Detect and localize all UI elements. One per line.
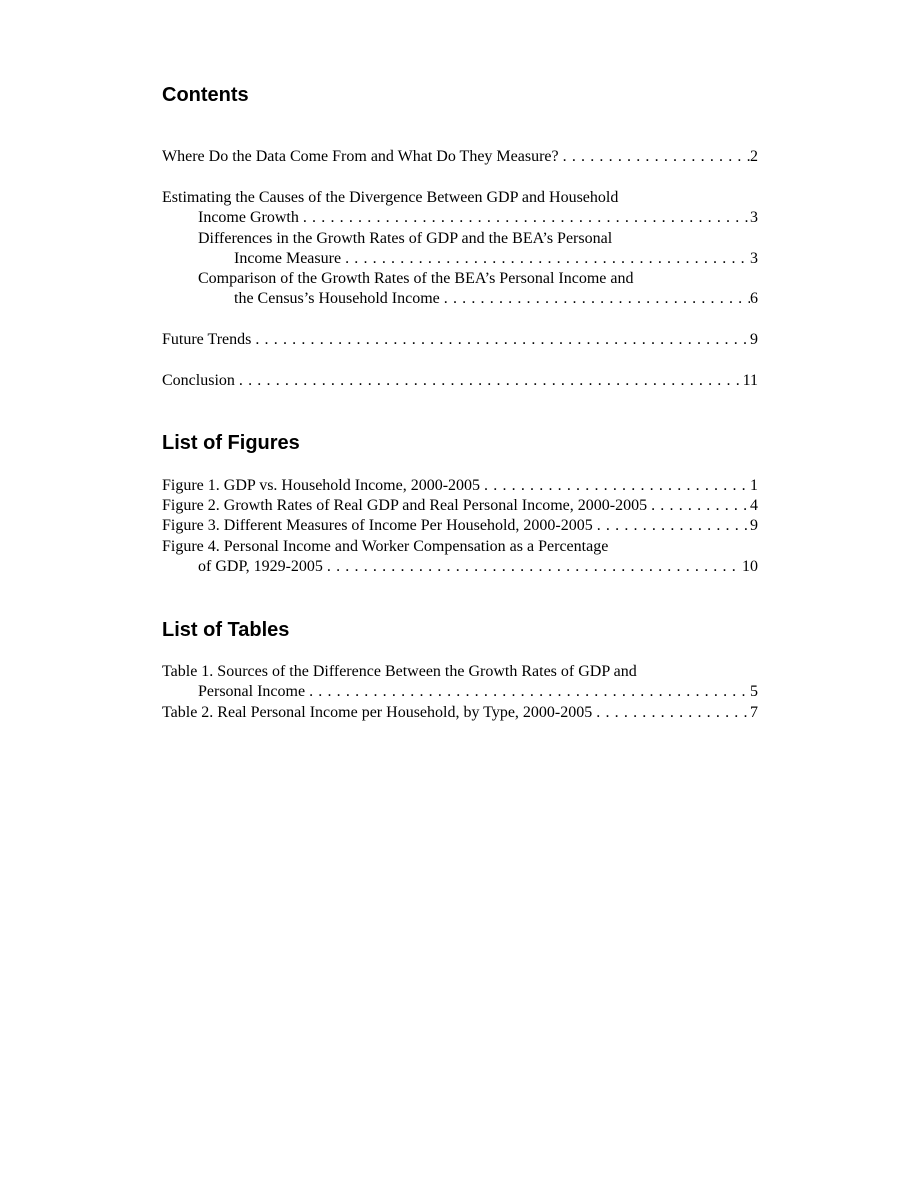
table-entry-1[interactable] xyxy=(198,682,758,702)
dot-leader xyxy=(305,682,750,702)
dot-leader xyxy=(647,496,750,516)
toc-page-number: 3 xyxy=(750,250,758,267)
toc-page-number: 9 xyxy=(750,331,758,348)
toc-entry-estimating-causes[interactable] xyxy=(198,208,758,228)
figure-page-number: 9 xyxy=(750,517,758,534)
list-of-figures-heading: List of Figures xyxy=(162,432,300,454)
toc-entry-title: Future Trends xyxy=(162,331,252,348)
figure-entry-title-line: Figure 4. Personal Income and Worker Compensation as a Percentage xyxy=(162,538,609,555)
table-page-number: 7 xyxy=(750,704,758,721)
figure-entry-3[interactable] xyxy=(162,516,758,536)
table-page-number: 5 xyxy=(750,683,758,700)
dot-leader xyxy=(299,208,750,228)
toc-entry-title: Where Do the Data Come From and What Do They Measure? xyxy=(162,148,559,165)
table-entry-title: Personal Income xyxy=(198,683,306,700)
figure-entry-1[interactable] xyxy=(162,476,758,496)
figure-entry-2[interactable] xyxy=(162,496,758,516)
toc-entry-title: Conclusion xyxy=(162,372,235,389)
dot-leader xyxy=(251,330,750,350)
toc-page-number: 11 xyxy=(742,372,758,389)
toc-page-number: 2 xyxy=(750,148,758,165)
table-entry-title-line: Table 1. Sources of the Difference Between the Growth Rates of GDP and xyxy=(162,663,637,680)
toc-page-number: 6 xyxy=(750,290,758,307)
toc-entry-title-line: Estimating the Causes of the Divergence Between GDP and Household xyxy=(162,189,619,206)
figure-entry-4[interactable] xyxy=(198,557,758,577)
toc-entry-data-sources[interactable] xyxy=(162,147,758,167)
toc-entry-title-line: Comparison of the Growth Rates of the BEA’s Personal Income and xyxy=(198,270,634,287)
dot-leader xyxy=(480,476,750,496)
toc-entry-conclusion[interactable] xyxy=(162,371,758,391)
table-entry-title: Table 2. Real Personal Income per Household, by Type, 2000-2005 xyxy=(162,704,593,721)
figure-page-number: 10 xyxy=(742,558,758,575)
figure-entry-title: Figure 2. Growth Rates of Real GDP and Real Personal Income, 2000-2005 xyxy=(162,497,648,514)
dot-leader xyxy=(559,147,750,167)
toc-entry-title-line: Differences in the Growth Rates of GDP and the BEA’s Personal xyxy=(198,230,613,247)
contents-heading: Contents xyxy=(162,84,249,106)
list-of-tables-heading: List of Tables xyxy=(162,619,290,641)
toc-page-number: 3 xyxy=(750,209,758,226)
dot-leader xyxy=(323,557,742,577)
figure-entry-title: of GDP, 1929-2005 xyxy=(198,558,323,575)
figure-page-number: 4 xyxy=(750,497,758,514)
toc-entry-title: Income Measure xyxy=(234,250,342,267)
toc-entry-future-trends[interactable] xyxy=(162,330,758,350)
toc-entry-title: the Census’s Household Income xyxy=(234,290,440,307)
figure-entry-title: Figure 1. GDP vs. Household Income, 2000-2005 xyxy=(162,477,481,494)
dot-leader xyxy=(593,516,750,536)
dot-leader xyxy=(592,703,750,723)
figure-entry-title: Figure 3. Different Measures of Income Per Household, 2000-2005 xyxy=(162,517,593,534)
dot-leader xyxy=(341,249,750,269)
dot-leader xyxy=(440,289,750,309)
toc-entry-personal-vs-household-income[interactable] xyxy=(234,289,758,309)
table-entry-2[interactable] xyxy=(162,703,758,723)
dot-leader xyxy=(235,371,743,391)
figure-page-number: 1 xyxy=(750,477,758,494)
toc-entry-title: Income Growth xyxy=(198,209,299,226)
toc-entry-gdp-vs-personal-income[interactable] xyxy=(234,249,758,269)
